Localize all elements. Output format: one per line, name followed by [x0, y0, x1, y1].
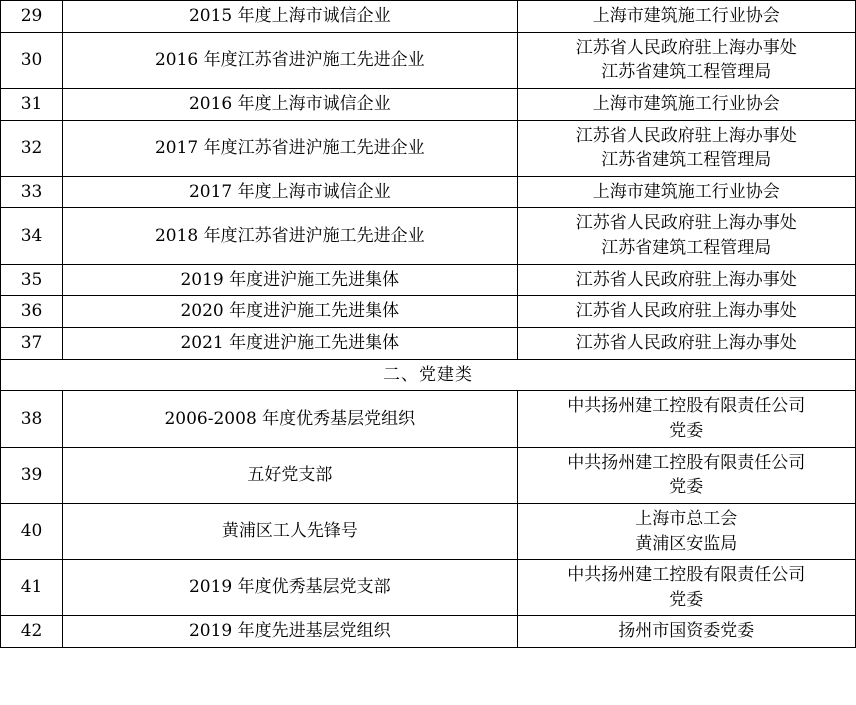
- issuing-organization-line: 党委: [669, 589, 704, 610]
- award-name-line: 2019 年度优秀基层党支部: [188, 577, 391, 598]
- award-name: [63, 296, 518, 328]
- issuing-organization-line: 江苏省人民政府驻上海办事处: [575, 301, 797, 322]
- award-name-line: 2017 年度上海市诚信企业: [188, 181, 391, 202]
- row-index: 36: [1, 296, 63, 328]
- section-heading: 二、党建类: [1, 359, 856, 391]
- issuing-organization: [517, 560, 855, 616]
- award-name: [63, 88, 518, 120]
- issuing-organization-line: 黄浦区安监局: [635, 533, 738, 554]
- table-row: [1, 560, 856, 616]
- issuing-organization: [517, 328, 855, 360]
- award-name: [63, 1, 518, 33]
- issuing-organization-line: 党委: [669, 477, 704, 498]
- issuing-organization: [517, 296, 855, 328]
- award-name: [63, 264, 518, 296]
- award-name-line: 2019 年度进沪施工先进集体: [180, 269, 400, 290]
- issuing-organization-line: 上海市建筑施工行业协会: [592, 6, 780, 26]
- row-index: 38: [1, 391, 63, 447]
- award-name: [63, 120, 518, 176]
- row-index: 41: [1, 560, 63, 616]
- table-row: [1, 391, 856, 447]
- award-name: [63, 447, 518, 503]
- award-name-line: 2006-2008 年度优秀基层党组织: [164, 408, 416, 429]
- row-index: 40: [1, 503, 63, 559]
- issuing-organization-line: 江苏省建筑工程管理局: [601, 62, 772, 83]
- row-index: 33: [1, 176, 63, 208]
- issuing-organization-line: 党委: [669, 420, 704, 441]
- award-name: [63, 503, 518, 559]
- issuing-organization: [517, 88, 855, 120]
- issuing-organization-line: 中共扬州建工控股有限责任公司: [567, 396, 806, 417]
- table-row: [1, 32, 856, 88]
- issuing-organization: [517, 208, 855, 264]
- table-row: [1, 208, 856, 264]
- issuing-organization: [517, 616, 855, 648]
- table-row: [1, 503, 856, 559]
- row-index: 42: [1, 616, 63, 648]
- issuing-organization: [517, 32, 855, 88]
- row-index: 35: [1, 264, 63, 296]
- issuing-organization: [517, 264, 855, 296]
- issuing-organization-line: 扬州市国资委党委: [618, 621, 755, 642]
- issuing-organization: [517, 176, 855, 208]
- issuing-organization-line: 上海市建筑施工行业协会: [592, 181, 780, 202]
- award-name: [63, 176, 518, 208]
- issuing-organization-line: 上海市总工会: [635, 508, 738, 529]
- issuing-organization-line: 江苏省人民政府驻上海办事处: [575, 37, 797, 58]
- row-index: 32: [1, 120, 63, 176]
- issuing-organization-line: 上海市建筑施工行业协会: [592, 93, 780, 114]
- issuing-organization-line: 江苏省人民政府驻上海办事处: [575, 125, 797, 146]
- table-row: [1, 176, 856, 208]
- issuing-organization: [517, 120, 855, 176]
- issuing-organization-line: 江苏省人民政府驻上海办事处: [575, 269, 797, 290]
- award-name: [63, 32, 518, 88]
- table-row: [1, 88, 856, 120]
- issuing-organization-line: 江苏省人民政府驻上海办事处: [575, 213, 797, 234]
- issuing-organization-line: 中共扬州建工控股有限责任公司: [567, 452, 806, 473]
- table-row: [1, 120, 856, 176]
- table-row: [1, 296, 856, 328]
- table-row: [1, 264, 856, 296]
- table-row: [1, 1, 856, 33]
- issuing-organization-line: 江苏省建筑工程管理局: [601, 238, 772, 259]
- award-name: [63, 560, 518, 616]
- award-table-body: [1, 1, 856, 648]
- table-row: [1, 328, 856, 360]
- table-row: [1, 616, 856, 648]
- row-index: 37: [1, 328, 63, 360]
- award-name-line: 五好党支部: [247, 464, 333, 485]
- award-name-line: 2018 年度江苏省进沪施工先进企业: [154, 225, 425, 246]
- row-index: 29: [1, 1, 63, 33]
- issuing-organization: [517, 1, 855, 33]
- issuing-organization: [517, 447, 855, 503]
- award-name-line: 2020 年度进沪施工先进集体: [180, 301, 400, 322]
- award-name: [63, 208, 518, 264]
- issuing-organization: [517, 391, 855, 447]
- award-name-line: 黄浦区工人先锋号: [221, 521, 358, 542]
- issuing-organization-line: 江苏省建筑工程管理局: [601, 150, 772, 171]
- issuing-organization: [517, 503, 855, 559]
- section-row: [1, 359, 856, 391]
- award-name: [63, 328, 518, 360]
- award-name-line: 2021 年度进沪施工先进集体: [180, 333, 400, 354]
- row-index: 39: [1, 447, 63, 503]
- row-index: 34: [1, 208, 63, 264]
- row-index: 31: [1, 88, 63, 120]
- award-name: [63, 616, 518, 648]
- award-name-line: 2016 年度江苏省进沪施工先进企业: [154, 49, 425, 70]
- table-row: [1, 447, 856, 503]
- award-name-line: 2017 年度江苏省进沪施工先进企业: [154, 137, 425, 158]
- issuing-organization-line: 江苏省人民政府驻上海办事处: [575, 333, 797, 354]
- row-index: 30: [1, 32, 63, 88]
- award-name-line: 2019 年度先进基层党组织: [188, 621, 391, 642]
- award-name-line: 2016 年度上海市诚信企业: [188, 93, 391, 114]
- award-name: [63, 391, 518, 447]
- issuing-organization-line: 中共扬州建工控股有限责任公司: [567, 565, 806, 586]
- award-name-line: 2015 年度上海市诚信企业: [188, 6, 391, 26]
